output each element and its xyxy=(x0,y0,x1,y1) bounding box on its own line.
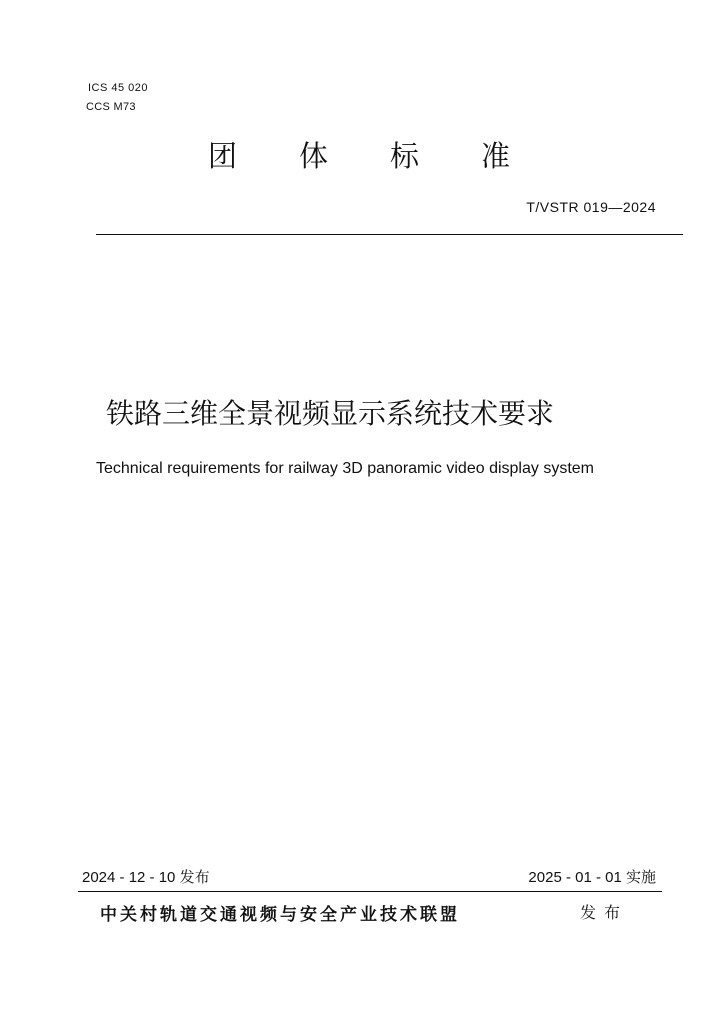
title-chinese: 铁路三维全景视频显示系统技术要求 xyxy=(106,397,555,430)
ccs-code: CCS M73 xyxy=(86,101,136,113)
ics-code: ICS 45 020 xyxy=(88,82,149,94)
top-divider xyxy=(96,234,683,235)
implement-date: 2025 - 01 - 01 实施 xyxy=(528,869,656,886)
publisher-name: 中关村轨道交通视频与安全产业技术联盟 xyxy=(100,905,460,925)
standard-code: T/VSTR 019—2024 xyxy=(526,199,656,215)
standard-type-heading: 团体标准 xyxy=(208,139,573,173)
issue-label: 发布 xyxy=(580,903,629,922)
title-english: Technical requirements for railway 3D panoramic video display system xyxy=(96,460,594,477)
bottom-divider xyxy=(78,891,662,892)
publish-date: 2024 - 12 - 10 发布 xyxy=(82,869,210,886)
